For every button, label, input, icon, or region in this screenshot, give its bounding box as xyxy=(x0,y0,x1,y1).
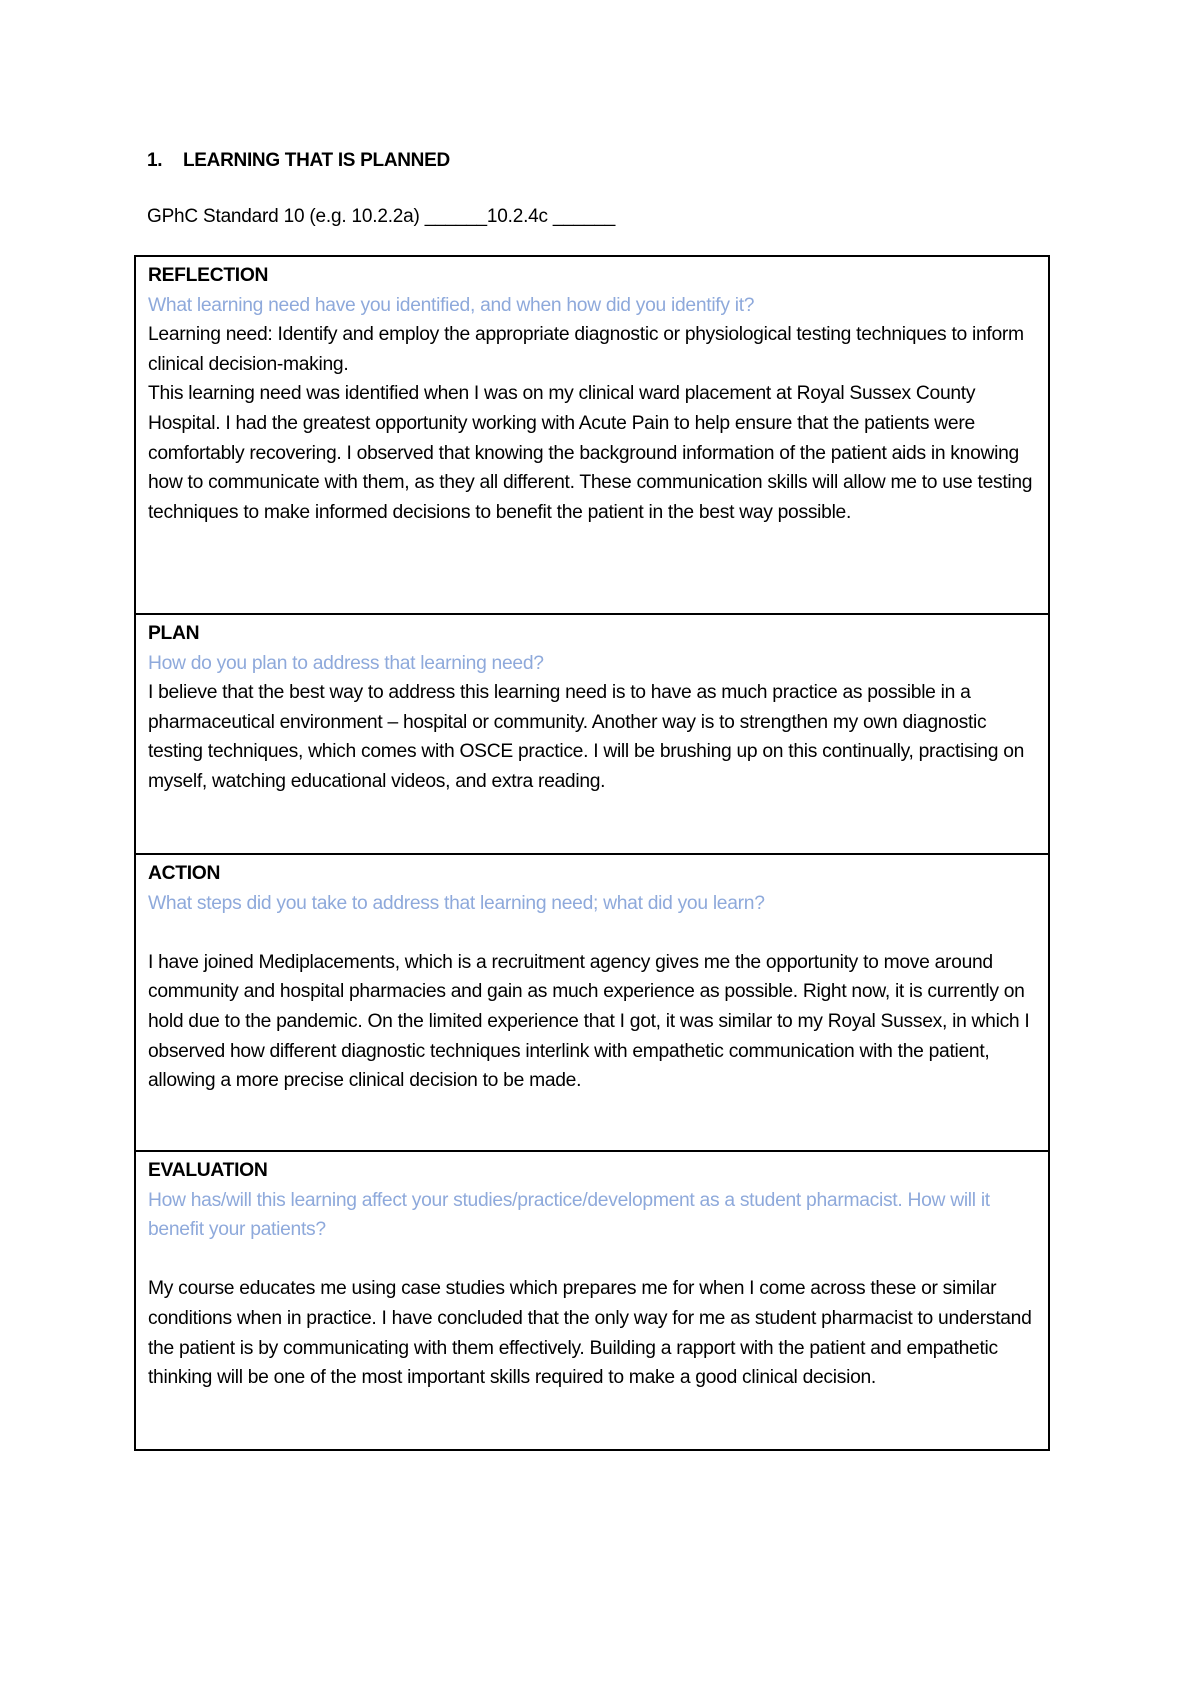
section-title: LEARNING THAT IS PLANNED xyxy=(183,150,450,171)
evaluation-question: How has/will this learning affect your studies/practice/development as a student pharmacist. How will it benefit your patients? xyxy=(148,1189,990,1241)
blank-line xyxy=(148,918,1036,948)
action-question: What steps did you take to address that learning need; what did you learn? xyxy=(148,892,765,914)
reflection-paragraph: Learning need: Identify and employ the appropriate diagnostic or physiological testing techniques to inform clinical decision-making. xyxy=(148,324,1024,375)
action-paragraph: I have joined Mediplacements, which is a recruitment agency gives me the opportunity to move around community and hospital pharmacies and gain as much experience as possible. Right now, it is currently on hold due to the pandemic. On the limited experience that I got, it was similar to my Royal Sussex, in which I observed how different diagnostic techniques interlink with empathetic communication with the patient, allowing a more precise clinical decision to be made. xyxy=(148,951,1030,1092)
reflection-label: REFLECTION xyxy=(148,265,269,286)
action-cell xyxy=(136,855,1048,1152)
plan-label: PLAN xyxy=(148,623,200,644)
reflection-cell xyxy=(136,257,1048,615)
plan-question: How do you plan to address that learning need? xyxy=(148,652,544,674)
evaluation-cell xyxy=(136,1152,1048,1449)
plan-cell xyxy=(136,615,1048,855)
section-number: 1. xyxy=(147,150,163,171)
blank-line xyxy=(148,1245,1036,1275)
gphc-standard-line: GPhC Standard 10 (e.g. 10.2.2a) ______10.2.4c ______ xyxy=(147,206,616,227)
action-label: ACTION xyxy=(148,863,221,884)
cpd-record-table xyxy=(134,255,1050,1451)
reflection-question: What learning need have you identified, and when how did you identify it? xyxy=(148,294,755,316)
section-heading xyxy=(147,150,450,172)
plan-paragraph: I believe that the best way to address this learning need is to have as much practice as possible in a pharmaceutical environment – hospital or community. Another way is to strengthen my own diagnostic testing techniques, which comes with OSCE practice. I will be brushing up on this continually, practising on myself, watching educational videos, and extra reading. xyxy=(148,682,1025,792)
evaluation-label: EVALUATION xyxy=(148,1160,268,1181)
evaluation-paragraph: My course educates me using case studies which prepares me for when I come across these or similar conditions when in practice. I have concluded that the only way for me as student pharmacist to understand the patient is by communicating with them effectively. Building a rapport with the patient and empathetic thinking will be one of the most important skills required to make a good clinical decision. xyxy=(148,1278,1032,1389)
reflection-paragraph: This learning need was identified when I was on my clinical ward placement at Royal Sussex County Hospital. I had the greatest opportunity working with Acute Pain to help ensure that the patients were comfortably recovering. I observed that knowing the background information of the patient aids in knowing how to communicate with them, as they all different. These communication skills will allow me to use testing techniques to make informed decisions to benefit the patient in the best way possible. xyxy=(148,383,1033,523)
